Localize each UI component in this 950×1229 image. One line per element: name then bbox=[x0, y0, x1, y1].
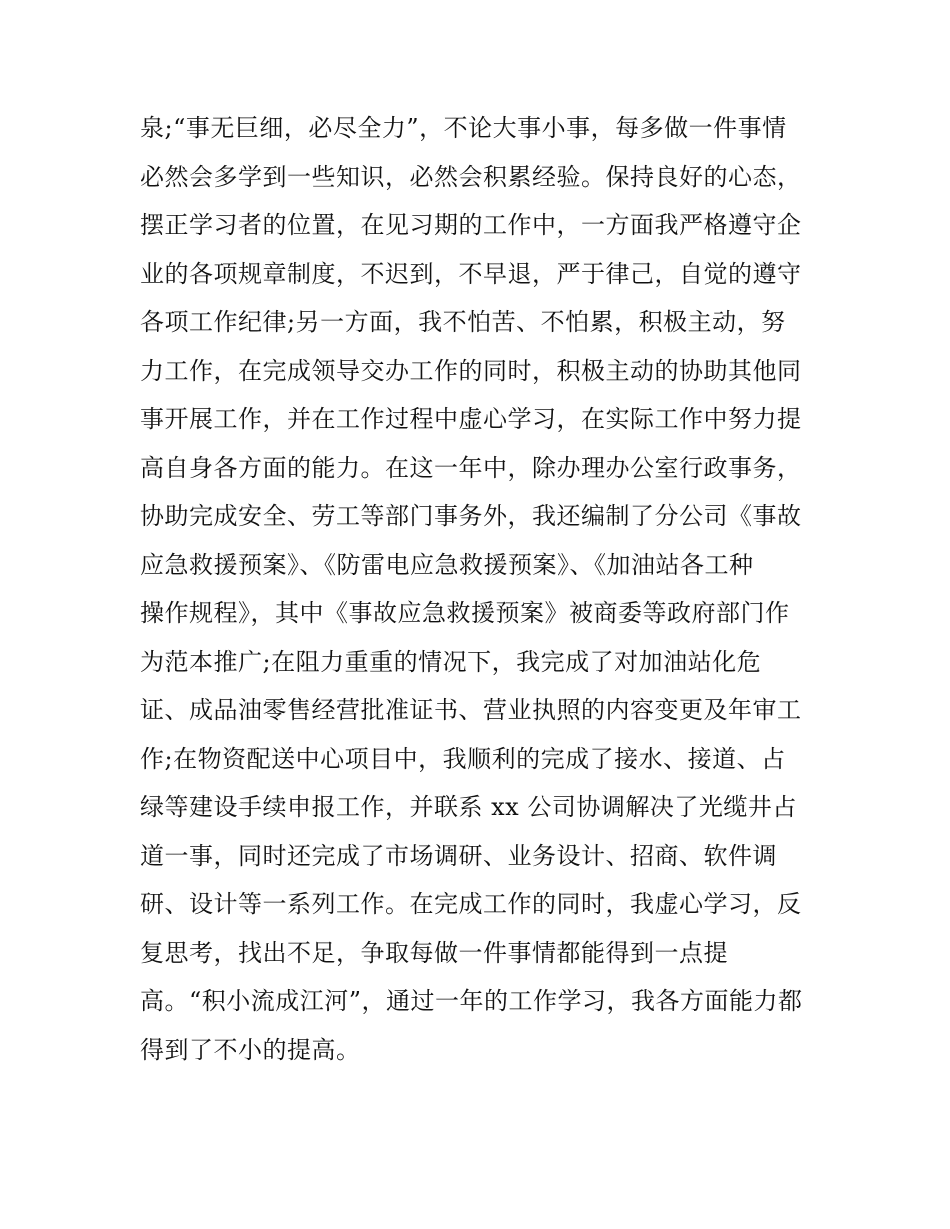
text-line: 摆正学习者的位置，在见习期的工作中，一方面我严格遵守企 bbox=[140, 211, 802, 239]
document-body bbox=[140, 104, 840, 1074]
text-line: 得到了不小的提高。 bbox=[140, 1035, 361, 1064]
text-line: 作;在物资配送中心项目中，我顺利的完成了接水、接道、占 bbox=[140, 744, 786, 773]
text-line: 各项工作纪律;另一方面，我不怕苦、不怕累，积极主动，努 bbox=[140, 308, 786, 336]
text-line: 必然会多学到一些知识，必然会积累经验。保持良好的心态， bbox=[140, 162, 802, 191]
text-line: 道一事，同时还完成了市场调研、业务设计、招商、软件调 bbox=[140, 841, 777, 870]
text-line: 力工作，在完成领导交办工作的同时，积极主动的协助其他同 bbox=[140, 356, 802, 385]
text-line: 绿等建设手续申报工作，并联系 xx 公司协调解决了光缆井占 bbox=[140, 793, 797, 821]
text-line: 证、成品油零售经营批准证书、营业执照的内容变更及年审工 bbox=[140, 696, 802, 724]
text-line: 研、设计等一系列工作。在完成工作的同时，我虚心学习，反 bbox=[140, 890, 802, 918]
text-line: 高自身各方面的能力。在这一年中，除办理办公室行政事务， bbox=[140, 453, 802, 482]
text-line: 复思考，找出不足，争取每做一件事情都能得到一点提 bbox=[140, 938, 728, 967]
text-line: 操作规程》，其中《事故应急救援预案》被商委等政府部门作 bbox=[140, 599, 790, 627]
text-line: 事开展工作，并在工作过程中虚心学习，在实际工作中努力提 bbox=[140, 405, 802, 433]
text-line: 高。“积小流成江河”，通过一年的工作学习，我各方面能力都 bbox=[140, 987, 803, 1015]
text-line: 协助完成安全、劳工等部门事务外，我还编制了分公司《事故 bbox=[140, 502, 802, 530]
text-line: 应急救援预案》、《防雷电应急救援预案》、《加油站各工种 bbox=[140, 550, 754, 579]
text-line: 业的各项规章制度，不迟到，不早退，严于律己，自觉的遵守 bbox=[140, 259, 802, 288]
text-line: 泉;“事无巨细，必尽全力”，不论大事小事，每多做一件事情 bbox=[140, 114, 787, 142]
text-line: 为范本推广;在阻力重重的情况下，我完成了对加油站化危 bbox=[140, 647, 762, 676]
